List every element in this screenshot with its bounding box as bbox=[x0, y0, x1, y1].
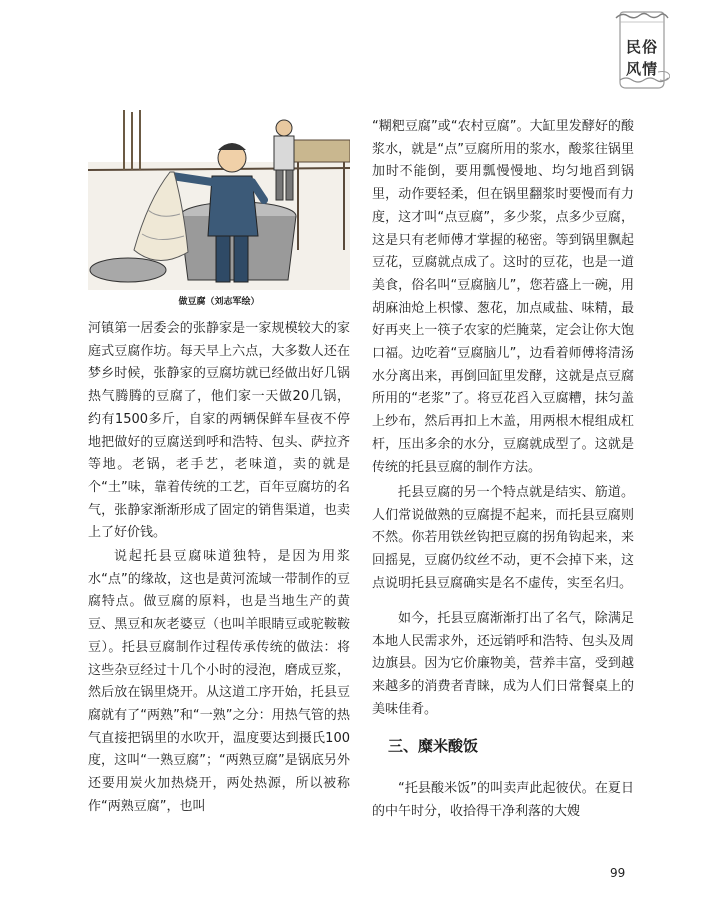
right-column-paragraph-4 bbox=[372, 778, 634, 823]
paragraph: “托县酸米饭”的叫卖声此起彼伏。在夏日的中午时分，收拾得干净利落的大嫂 bbox=[372, 781, 634, 819]
paragraph: 说起托县豆腐味道独特，是因为用浆水“点”的缘故，这也是黄河流域一带制作的豆腐特点。做豆腐的原料，也是当地生产的黄豆、黑豆和灰老婆豆（也叫羊眼睛豆或驼鞍鞍豆）。托县豆腐制作过程传承传统的做法：将这些杂豆经过十几个小时的浸泡，磨成豆浆，然后放在锅里烧开。从这道工序开始，托县豆腐就有了“两熟”和“一熟”之分：用热气管的热气直接把锅里的水吹开，温度要达到摄氏100度，这叫“一熟豆腐”；“两熟豆腐”是锅底另外还要用炭火加热烧开，两处热源，所以被称作“两熟豆腐”，也叫 bbox=[88, 549, 350, 814]
tofu-making-illustration bbox=[88, 110, 350, 290]
right-column-paragraph-3 bbox=[372, 608, 634, 722]
left-column-continuation bbox=[88, 318, 350, 545]
page-number: 99 bbox=[610, 866, 626, 880]
section-badge bbox=[614, 10, 670, 94]
paragraph: 如今，托县豆腐渐渐打出了名气，除满足本地人民需求外，还远销呼和浩特、包头及周边旗县。因为它价廉物美，营养丰富，受到越来越多的消费者青睐，成为人们日常餐桌上的美味佳肴。 bbox=[372, 611, 634, 717]
badge-line-1: 民俗 bbox=[625, 38, 658, 56]
paragraph: 托县豆腐的另一个特点就是结实、筋道。人们常说做熟的豆腐提不起来，而托县豆腐则不然。你若用铁丝钩把豆腐的拐角钩起来，来回摇晃，豆腐仍纹丝不动，更不会掉下来，这点说明托县豆腐确实是名不虚传，实至名归。 bbox=[372, 485, 634, 591]
paragraph: “糊粑豆腐”或“农村豆腐”。大缸里发酵好的酸浆水，就是“点”豆腐所用的浆水，酸浆往锅里加时不能倒，要用瓢慢慢地、均匀地舀到锅里，动作要轻柔，但在锅里翻浆时要慢而有力度，这才叫“点豆腐”，多少浆，点多少豆腐，这是只有老师傅才掌握的秘密。等到锅里飘起豆花，豆腐就点成了。这时的豆花，也是一道美食，俗名叫“豆腐脑儿”，您若盛上一碗，用胡麻油炝上枳懞、葱花，加点咸盐、味精，最好再夹上一筷子农家的烂腌菜，定会让你大饱口福。边吃着“豆腐脑儿”，边看着师傅将清汤水分离出来，再倒回缸里发酵，这就是点豆腐所用的“老浆”了。将豆花舀入豆腐糟，抹匀盖上纱布，然后再扣上木盖，用两根木棍组成杠杆，压出多余的水分，豆腐就成型了。这就是传统的托县豆腐的制作方法。 bbox=[372, 119, 634, 475]
badge-line-2: 风情 bbox=[625, 60, 658, 78]
section-heading: 三、糜米酸饭 bbox=[388, 737, 479, 755]
illustration-caption: 做豆腐（刘志军绘） bbox=[178, 297, 260, 307]
left-column-paragraph-2 bbox=[88, 546, 350, 818]
right-column-paragraph-2 bbox=[372, 482, 634, 596]
right-column-continuation bbox=[372, 116, 634, 479]
paragraph: 河镇第一居委会的张静家是一家规模较大的家庭式豆腐作坊。每天早上六点，大多数人还在梦乡时候，张静家的豆腐坊就已经做出好几锅热气腾腾的豆腐了，他们家一天做20几锅，约有1500多斤，自家的两辆保鲜车昼夜不停地把做好的豆腐送到呼和浩特、包头、萨拉齐等地。老锅，老手艺，老味道，卖的就是个“土”味，靠着传统的工艺，百年豆腐坊的名气，张静家渐渐形成了固定的销售渠道，也卖上了好价钱。 bbox=[88, 321, 350, 541]
